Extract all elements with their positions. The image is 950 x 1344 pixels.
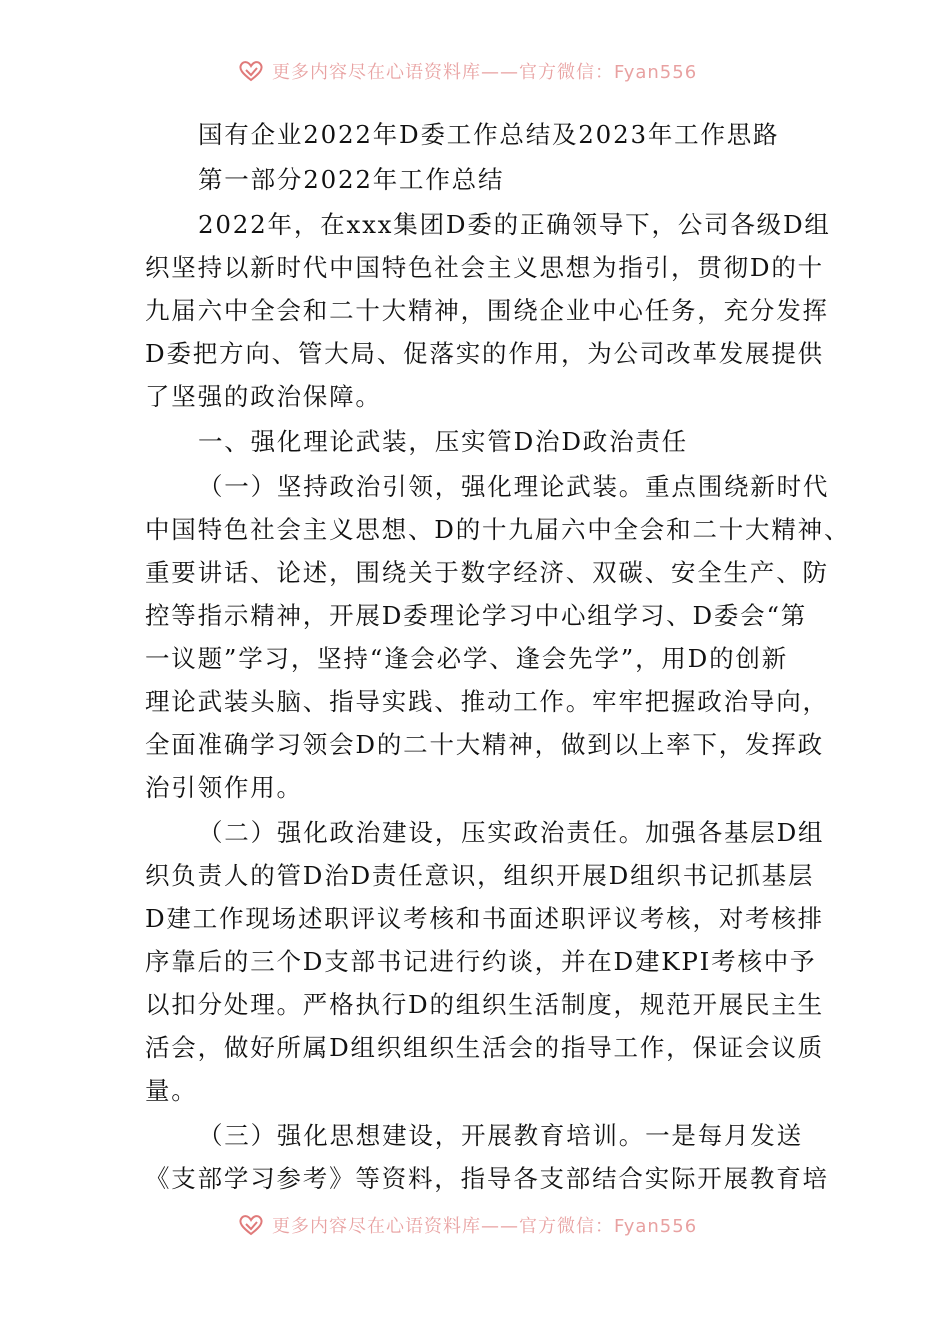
paragraph-line: D委把方向、管大局、促落实的作用，为公司改革发展提供 bbox=[145, 339, 824, 368]
part-heading: 第一部分2022年工作总结 bbox=[198, 165, 505, 194]
watermark-footer bbox=[0, 1206, 950, 1236]
paragraph-line: 一议题”学习，坚持“逢会必学、逢会先学”，用D的创新 bbox=[145, 644, 789, 673]
paragraph-line: （二）强化政治建设，压实政治责任。加强各基层D组 bbox=[198, 818, 825, 847]
paragraph-line: 九届六中全会和二十大精神，围绕企业中心任务，充分发挥 bbox=[145, 296, 829, 325]
paragraph-line: 理论武装头脑、指导实践、推动工作。牢牢把握政治导向， bbox=[145, 687, 829, 716]
paragraph-line: 控等指示精神，开展D委理论学习中心组学习、D委会“第 bbox=[145, 601, 808, 630]
paragraph-line: D建工作现场述职评议考核和书面述职评议考核，对考核排 bbox=[145, 904, 824, 933]
paragraph-line: 了坚强的政治保障。 bbox=[145, 382, 382, 411]
paragraph-line: （三）强化思想建设，开展教育培训。一是每月发送 bbox=[198, 1121, 803, 1150]
paragraph-line: 活会，做好所属D组织组织生活会的指导工作，保证会议质 bbox=[145, 1033, 824, 1062]
paragraph-line: 2022年，在xxx集团D委的正确领导下，公司各级D组 bbox=[198, 210, 831, 239]
paragraph-line: 织负责人的管D治D责任意识，组织开展D组织书记抓基层 bbox=[145, 861, 815, 890]
paragraph-line: 序靠后的三个D支部书记进行约谈，并在D建KPI考核中予 bbox=[145, 947, 817, 976]
paragraph-line: 中国特色社会主义思想、D的十九届六中全会和二十大精神、 bbox=[145, 515, 851, 544]
paragraph-line: 以扣分处理。严格执行D的组织生活制度，规范开展民主生 bbox=[145, 990, 824, 1019]
watermark-header bbox=[0, 52, 950, 82]
watermark-text: 更多内容尽在心语资料库——官方微信：Fyan556 bbox=[272, 1216, 698, 1236]
document-title: 国有企业2022年D委工作总结及2023年工作思路 bbox=[198, 120, 780, 149]
paragraph-line: 《支部学习参考》等资料，指导各支部结合实际开展教育培 bbox=[145, 1164, 829, 1193]
paragraph-line: 治引领作用。 bbox=[145, 773, 303, 802]
watermark-text: 更多内容尽在心语资料库——官方微信：Fyan556 bbox=[272, 62, 698, 82]
heart-logo-icon bbox=[238, 1214, 264, 1236]
paragraph-line: 织坚持以新时代中国特色社会主义思想为指引，贯彻D的十 bbox=[145, 253, 824, 282]
paragraph-line: 全面准确学习领会D的二十大精神，做到以上率下，发挥政 bbox=[145, 730, 824, 759]
section-heading: 一、强化理论武装，压实管D治D政治责任 bbox=[198, 427, 688, 456]
paragraph-line: 重要讲话、论述，围绕关于数字经济、双碳、安全生产、防 bbox=[145, 558, 829, 587]
heart-logo-icon bbox=[238, 60, 264, 82]
paragraph-line: （一）坚持政治引领，强化理论武装。重点围绕新时代 bbox=[198, 472, 830, 501]
paragraph-line: 量。 bbox=[145, 1076, 198, 1105]
